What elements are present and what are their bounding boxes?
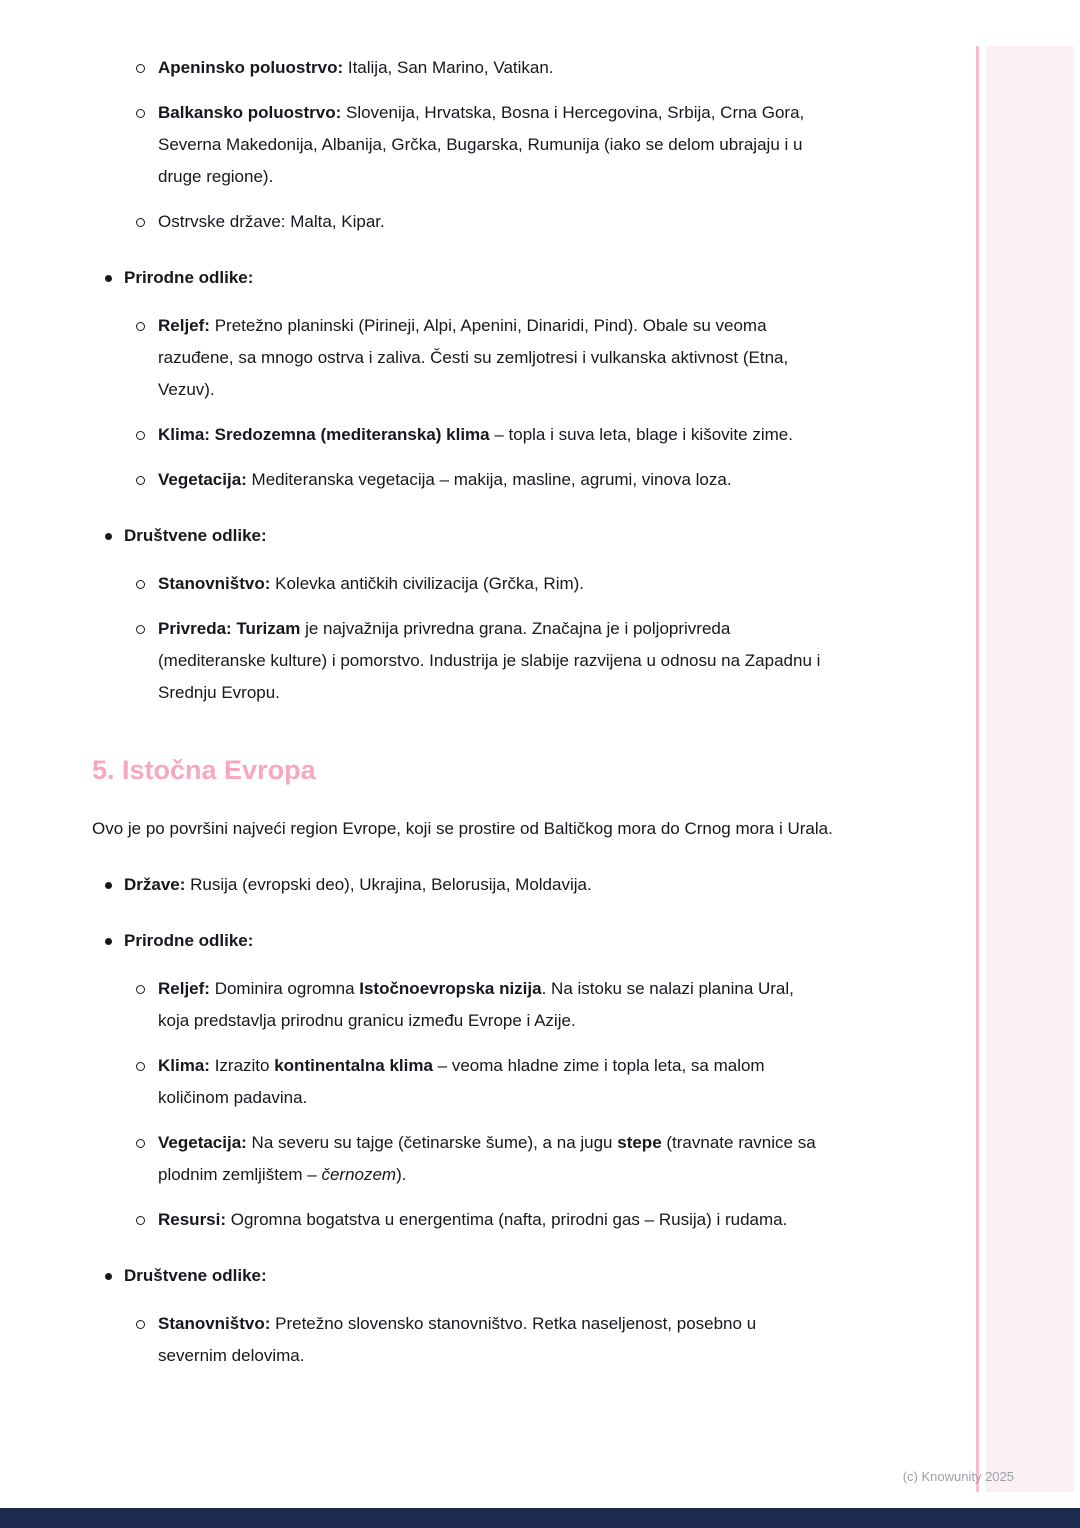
hollow-bullet-icon xyxy=(136,985,145,994)
hollow-bullet-icon xyxy=(136,580,145,589)
list-item-text: Reljef: Pretežno planinski (Pirineji, Alpi, Apenini, Dinaridi, Pind). Obale su veoma razuđene, sa mnogo ostrva i zaliva. Česti su zemljotresi i vulkanska aktivnost (Etna, Vezuv). xyxy=(158,316,789,399)
list-item-text: Ostrvske države: Malta, Kipar. xyxy=(158,212,385,231)
list-item xyxy=(92,97,975,193)
bottom-navy-bar xyxy=(0,1508,1080,1528)
filled-bullet-icon xyxy=(105,533,112,540)
hollow-bullet-icon xyxy=(136,109,145,118)
filled-bullet-icon xyxy=(105,882,112,889)
list-item-text: Države: Rusija (evropski deo), Ukrajina, Belorusija, Moldavija. xyxy=(124,875,592,894)
list-item-text: Društvene odlike: xyxy=(124,1266,267,1285)
list-item-text: Prirodne odlike: xyxy=(124,268,254,287)
hollow-bullet-icon xyxy=(136,625,145,634)
list-item xyxy=(92,613,975,709)
hollow-bullet-icon xyxy=(136,1320,145,1329)
list-item-text: Stanovništvo: Pretežno slovensko stanovništvo. Retka naseljenost, posebno u severnim delovima. xyxy=(158,1314,757,1365)
list-item-text: Klima: Sredozemna (mediteranska) klima – topla i suva leta, blage i kišovite zime. xyxy=(158,425,793,444)
list-item-text: Balkansko poluostrvo: Slovenija, Hrvatska, Bosna i Hercegovina, Srbija, Crna Gora, Severna Makedonija, Albanija, Grčka, Bugarska, Rumunija (iako se delom ubrajaju i u druge regione). xyxy=(158,103,805,186)
hollow-bullet-icon xyxy=(136,1216,145,1225)
list-item xyxy=(92,464,975,496)
footer-copyright: (c) Knowunity 2025 xyxy=(902,1469,1014,1484)
list-item xyxy=(92,52,975,84)
list-item xyxy=(92,262,975,294)
list-item xyxy=(92,1050,975,1114)
list-item-text: Društvene odlike: xyxy=(124,526,267,545)
list-item xyxy=(92,1204,975,1236)
list-item-text: Vegetacija: Na severu su tajge (četinarske šume), a na jugu stepe (travnate ravnice sa plodnim zemljištem – černozem). xyxy=(158,1133,816,1184)
list-item xyxy=(92,973,975,1037)
filled-bullet-icon xyxy=(105,1273,112,1280)
list-item xyxy=(92,206,975,238)
list-item-text: Stanovništvo: Kolevka antičkih civilizacija (Grčka, Rim). xyxy=(158,574,585,593)
filled-bullet-icon xyxy=(105,938,112,945)
list-item-text: Apeninsko poluostrvo: Italija, San Marino, Vatikan. xyxy=(158,58,554,77)
hollow-bullet-icon xyxy=(136,64,145,73)
filled-bullet-icon xyxy=(105,275,112,282)
hollow-bullet-icon xyxy=(136,322,145,331)
list-item xyxy=(92,419,975,451)
list-item xyxy=(92,568,975,600)
list-item-text: Vegetacija: Mediteranska vegetacija – makija, masline, agrumi, vinova loza. xyxy=(158,470,732,489)
list-item xyxy=(92,1260,975,1292)
list-item xyxy=(92,1127,975,1191)
paragraph: Ovo je po površini najveći region Evrope, koji se prostire od Baltičkog mora do Crnog mora i Urala. xyxy=(92,819,833,838)
list-item xyxy=(92,869,975,901)
list-item xyxy=(92,310,975,406)
list-item-text: Reljef: Dominira ogromna Istočnoevropska nizija. Na istoku se nalazi planina Ural, koja predstavlja prirodnu granicu između Evrope i Azije. xyxy=(158,979,794,1030)
hollow-bullet-icon xyxy=(136,1062,145,1071)
page-edge-strip xyxy=(986,46,1074,1492)
hollow-bullet-icon xyxy=(136,1139,145,1148)
list-item xyxy=(92,925,975,957)
list-item xyxy=(92,520,975,552)
hollow-bullet-icon xyxy=(136,431,145,440)
page-edge-divider-line xyxy=(976,46,979,1492)
list-item-text: Resursi: Ogromna bogatstva u energentima (nafta, prirodni gas – Rusija) i rudama. xyxy=(158,1210,788,1229)
list-item xyxy=(92,1308,975,1372)
list-item-text: Klima: Izrazito kontinentalna klima – veoma hladne zime i topla leta, sa malom količinom padavina. xyxy=(158,1056,765,1107)
list-item-text: Prirodne odlike: xyxy=(124,931,254,950)
hollow-bullet-icon xyxy=(136,476,145,485)
hollow-bullet-icon xyxy=(136,218,145,227)
list-item-text: Privreda: Turizam je najvažnija privredna grana. Značajna je i poljoprivreda (mediteranske kulture) i pomorstvo. Industrija je slabije razvijena u odnosu na Zapadnu i Srednju Evropu. xyxy=(158,619,821,702)
section-heading: 5. Istočna Evropa xyxy=(92,755,316,785)
